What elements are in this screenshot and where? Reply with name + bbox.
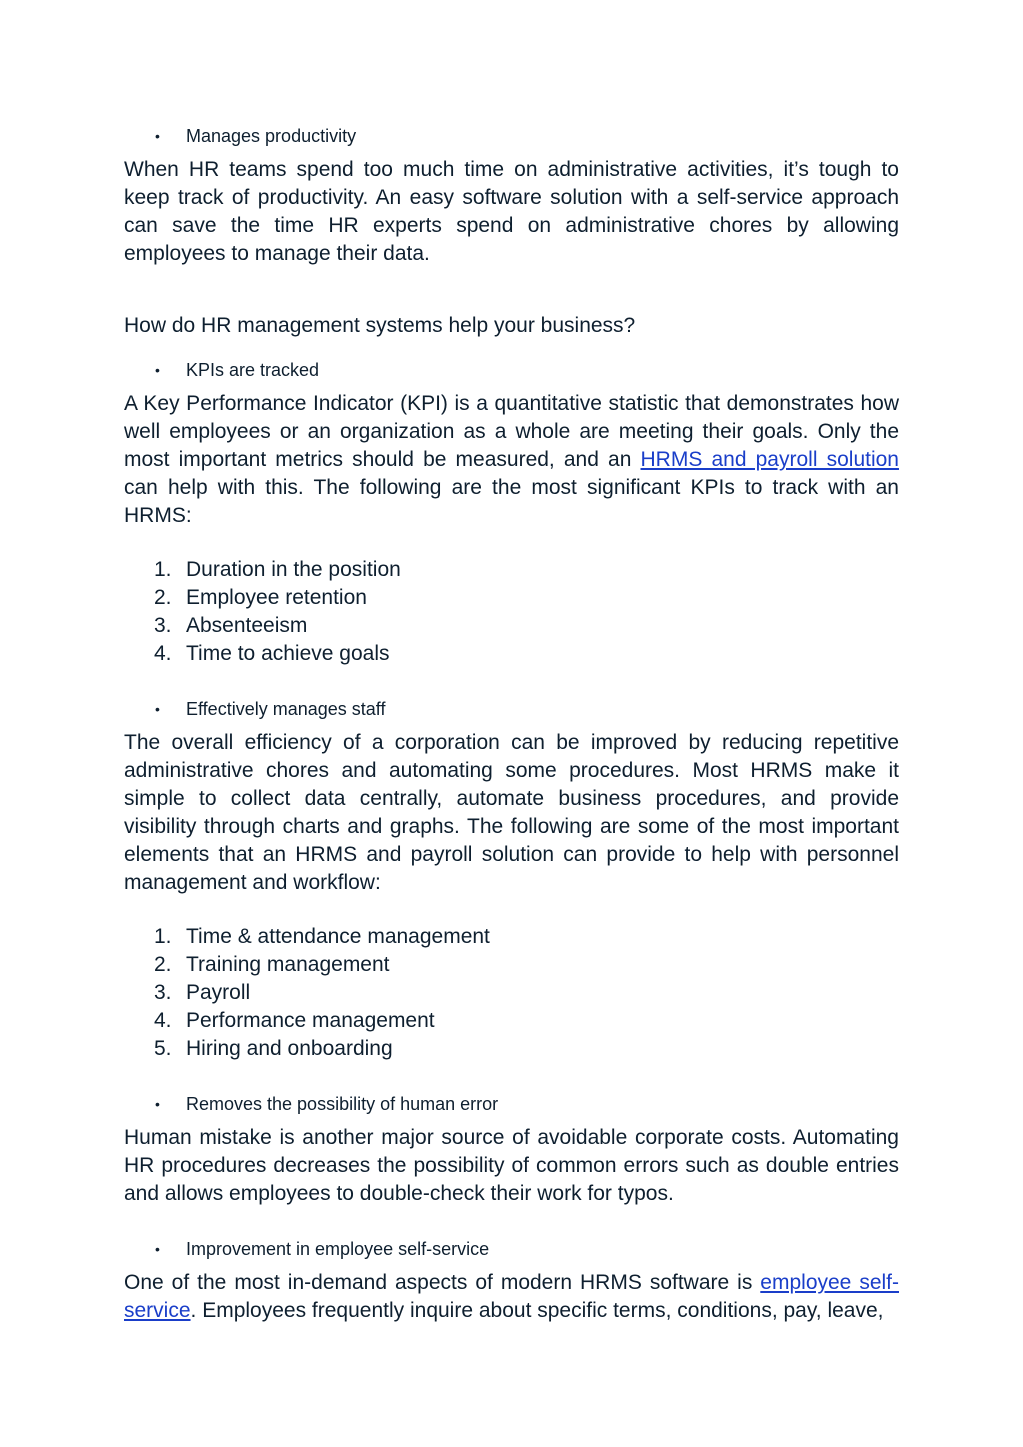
document-page	[124, 120, 899, 1325]
human-error-paragraph: Human mistake is another major source of avoidable corporate costs. Automating HR procedures decreases the possibility of common errors such as double entries and allows employees to double-check their work for typos.	[124, 1126, 899, 1205]
self-service-paragraph-end: . Employees frequently inquire about specific terms, conditions, pay, leave,	[190, 1299, 884, 1322]
staff-paragraph: The overall efficiency of a corporation can be improved by reducing repetitive administrative chores and automating some procedures. Most HRMS make it simple to collect data centrally, automate business procedures, and provide visibility through charts and graphs. The following are some of the most important elements that an HRMS and payroll solution can provide to help with personnel management and workflow:	[124, 731, 899, 894]
bullet-label: KPIs are tracked	[186, 360, 320, 380]
list-text: Payroll	[186, 981, 251, 1004]
list-text: Time & attendance management	[186, 925, 490, 948]
list-number: 3.	[154, 981, 172, 1004]
bullet-dot-icon: •	[155, 128, 160, 144]
bullet-heading-kpis	[124, 356, 899, 384]
list-number: 1.	[154, 925, 172, 948]
hrms-payroll-link[interactable]: HRMS and payroll solution	[640, 448, 899, 471]
list-number: 5.	[154, 1037, 172, 1060]
bullet-heading-human-error	[124, 1090, 899, 1118]
employee-self-service-link[interactable]: employee self-service	[124, 1271, 899, 1322]
list-text: Time to achieve goals	[186, 642, 390, 665]
bullet-heading-staff	[124, 695, 899, 723]
list-number: 4.	[154, 1009, 172, 1032]
staff-list	[124, 923, 899, 1063]
bullet-dot-icon: •	[155, 1241, 160, 1257]
list-text: Absenteeism	[186, 614, 308, 637]
bullet-label: Removes the possibility of human error	[186, 1094, 499, 1114]
list-item	[124, 584, 899, 612]
bullet-dot-icon: •	[155, 701, 160, 717]
list-item	[124, 1007, 899, 1035]
list-text: Training management	[186, 953, 390, 976]
list-text: Employee retention	[186, 586, 367, 609]
self-service-paragraph-start: One of the most in-demand aspects of modern HRMS software is	[124, 1271, 761, 1294]
list-number: 4.	[154, 642, 172, 665]
list-item	[124, 979, 899, 1007]
list-text: Hiring and onboarding	[186, 1037, 393, 1060]
list-item	[124, 1035, 899, 1063]
bullet-heading-productivity	[124, 122, 899, 150]
list-number: 2.	[154, 586, 172, 609]
bullet-label: Effectively manages staff	[186, 699, 386, 719]
kpis-paragraph-end: can help with this. The following are the most significant KPIs to track with an HRMS:	[124, 476, 899, 527]
kpis-list	[124, 556, 899, 668]
list-item	[124, 923, 899, 951]
self-service-paragraph	[124, 1269, 899, 1325]
kpis-paragraph-start: A Key Performance Indicator (KPI) is a quantitative statistic that demonstrates how well employees or an organization as a whole are meeting their goals. Only the most important metrics should be measured, and an	[124, 392, 899, 471]
list-item	[124, 612, 899, 640]
kpis-paragraph	[124, 390, 899, 530]
productivity-paragraph: When HR teams spend too much time on administrative activities, it’s tough to keep track of productivity. An easy software solution with a self-service approach can save the time HR experts spend on administrative chores by allowing employees to manage their data.	[124, 158, 899, 265]
list-item	[124, 640, 899, 668]
section-question: How do HR management systems help your business?	[124, 314, 636, 337]
list-text: Performance management	[186, 1009, 435, 1032]
bullet-label: Manages productivity	[186, 126, 357, 146]
bullet-label: Improvement in employee self-service	[186, 1239, 490, 1259]
list-number: 2.	[154, 953, 172, 976]
list-number: 3.	[154, 614, 172, 637]
list-number: 1.	[154, 558, 172, 581]
list-text: Duration in the position	[186, 558, 401, 581]
list-item	[124, 556, 899, 584]
list-item	[124, 951, 899, 979]
bullet-heading-self-service	[124, 1235, 899, 1263]
bullet-dot-icon: •	[155, 362, 160, 378]
bullet-dot-icon: •	[155, 1096, 160, 1112]
